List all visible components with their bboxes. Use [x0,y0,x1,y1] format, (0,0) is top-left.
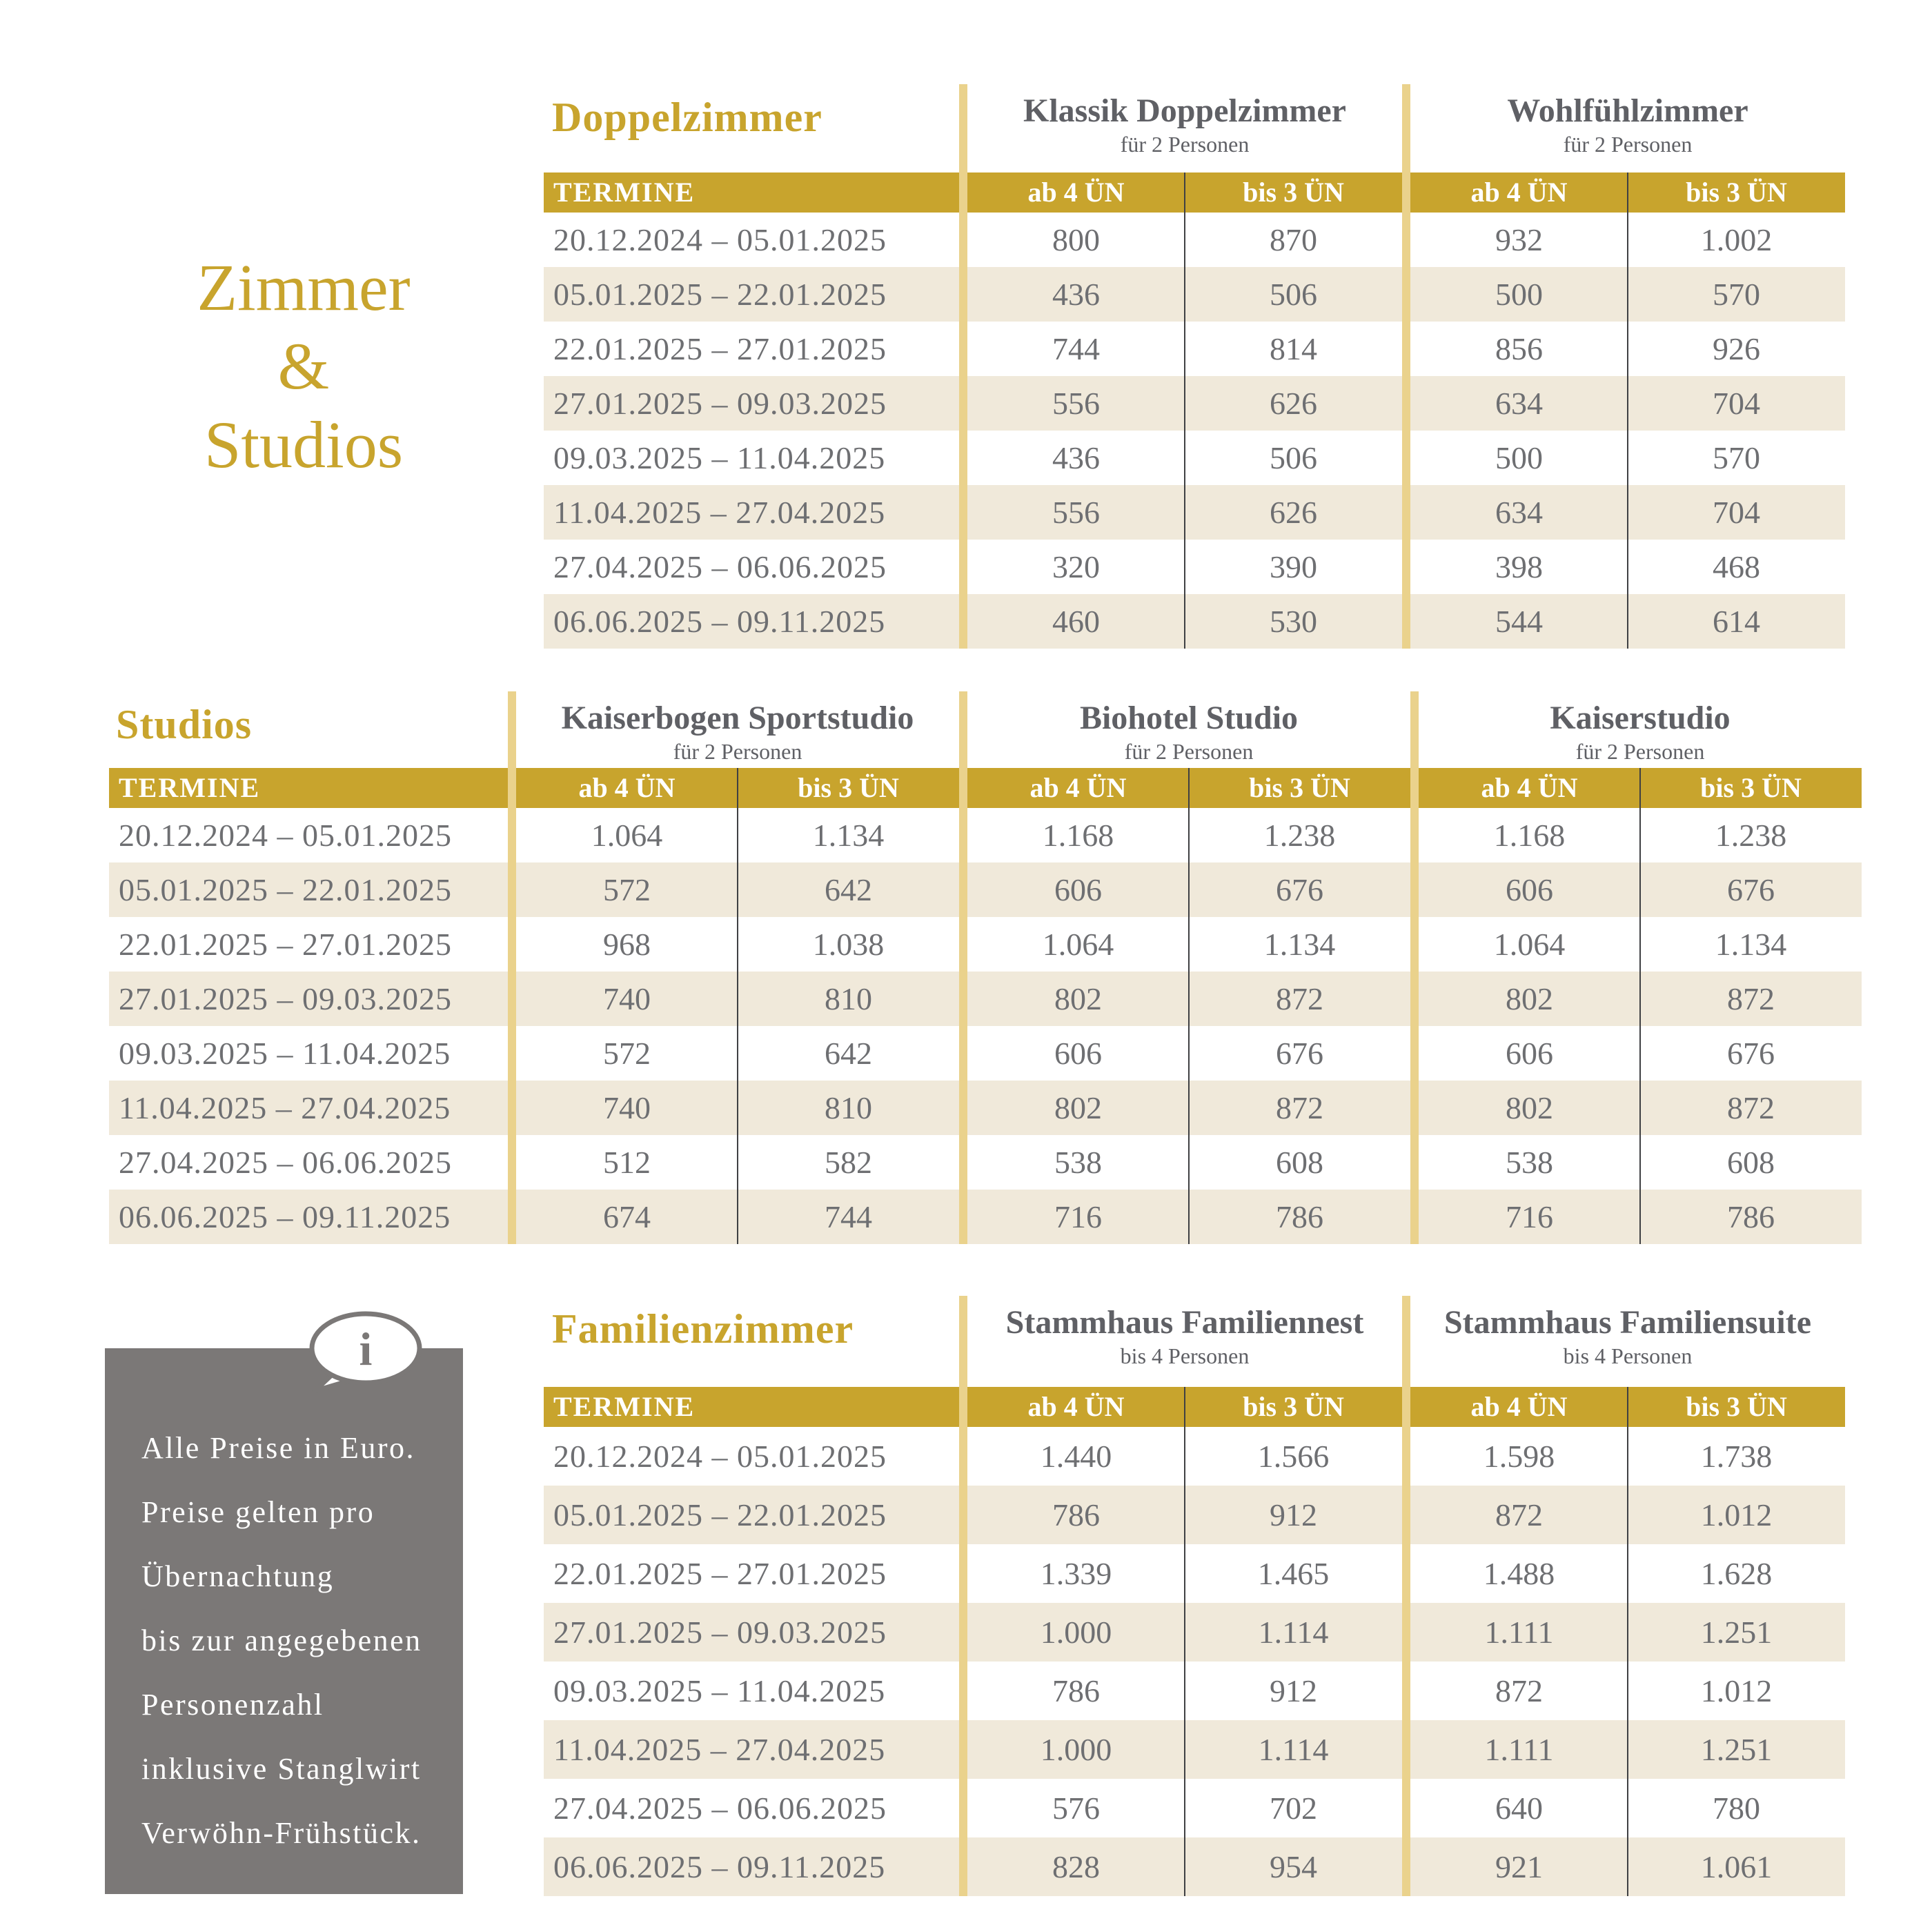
nights-column-label: ab 4 ÜN [1027,177,1125,208]
info-text-line: inklusive Stanglwirt [141,1752,422,1786]
price-cell: 912 [1270,1673,1317,1708]
date-cell: 05.01.2025 – 22.01.2025 [119,872,452,907]
price-cell: 1.134 [1715,927,1787,962]
price-cell: 1.598 [1483,1439,1555,1474]
price-cell: 856 [1495,331,1543,366]
price-cell: 1.238 [1263,818,1336,853]
column-divider-line [1188,768,1190,1244]
price-cell: 810 [825,981,872,1016]
date-cell: 22.01.2025 – 27.01.2025 [119,927,452,962]
price-cell: 572 [603,1036,651,1071]
price-cell: 544 [1495,604,1543,639]
price-cell: 530 [1270,604,1317,639]
room-type-name: Kaiserbogen Sportstudio [561,700,914,736]
column-divider-line [1639,768,1641,1244]
room-type-subtitle: bis 4 Personen [1563,1343,1693,1368]
price-cell: 800 [1052,222,1100,257]
price-cell: 872 [1495,1673,1543,1708]
price-cell: 1.038 [812,927,885,962]
price-cell: 872 [1276,1090,1323,1125]
price-cell: 1.465 [1257,1556,1330,1591]
price-cell: 926 [1713,331,1760,366]
date-cell: 11.04.2025 – 27.04.2025 [119,1090,451,1125]
group-separator [1410,691,1419,1244]
nights-column-label: bis 3 ÜN [1243,177,1344,208]
price-cell: 872 [1495,1497,1543,1532]
termine-label: TERMINE [553,177,696,208]
price-cell: 872 [1276,981,1323,1016]
price-cell: 786 [1052,1673,1100,1708]
room-type-name: Klassik Doppelzimmer [1023,92,1346,129]
column-divider-line [737,768,738,1244]
price-cell: 870 [1270,222,1317,257]
price-cell: 398 [1495,549,1543,584]
price-cell: 676 [1727,872,1775,907]
info-text-line: bis zur angegebenen [141,1624,422,1657]
group-separator [508,691,516,1244]
svg-text:i: i [359,1323,373,1375]
price-cell: 676 [1276,872,1323,907]
price-cell: 320 [1052,549,1100,584]
price-cell: 512 [603,1145,651,1180]
price-cell: 460 [1052,604,1100,639]
price-cell: 642 [825,872,872,907]
group-separator [959,1296,967,1896]
price-cell: 802 [1054,981,1102,1016]
price-cell: 1.251 [1700,1732,1773,1767]
date-cell: 27.04.2025 – 06.06.2025 [553,1791,887,1826]
price-cell: 814 [1270,331,1317,366]
room-type-subtitle: bis 4 Personen [1120,1343,1250,1368]
date-cell: 11.04.2025 – 27.04.2025 [553,1732,886,1767]
price-cell: 1.002 [1700,222,1773,257]
info-text-line: Personenzahl [141,1688,324,1722]
price-cell: 1.134 [812,818,885,853]
price-cell: 570 [1713,440,1760,475]
price-cell: 556 [1052,495,1100,530]
date-cell: 27.01.2025 – 09.03.2025 [553,386,887,421]
room-type-subtitle: für 2 Personen [1575,739,1705,764]
column-divider-line [1184,172,1185,649]
date-cell: 27.01.2025 – 09.03.2025 [119,981,452,1016]
info-text-line: Preise gelten pro [141,1495,375,1529]
price-cell: 716 [1054,1199,1102,1234]
price-cell: 1.738 [1700,1439,1773,1474]
price-cell: 1.064 [1493,927,1566,962]
date-cell: 06.06.2025 – 09.11.2025 [119,1199,451,1234]
price-cell: 912 [1270,1497,1317,1532]
price-cell: 1.440 [1040,1439,1112,1474]
price-cell: 704 [1713,386,1760,421]
price-cell: 390 [1270,549,1317,584]
price-cell: 626 [1270,386,1317,421]
nights-column-label: ab 4 ÜN [578,772,676,803]
date-cell: 20.12.2024 – 05.01.2025 [553,222,887,257]
price-cell: 1.339 [1040,1556,1112,1591]
date-cell: 27.04.2025 – 06.06.2025 [119,1145,452,1180]
date-cell: 09.03.2025 – 11.04.2025 [553,440,886,475]
price-cell: 634 [1495,495,1543,530]
price-cell: 786 [1052,1497,1100,1532]
date-cell: 27.01.2025 – 09.03.2025 [553,1615,887,1650]
room-type-name: Biohotel Studio [1079,700,1299,736]
price-cell: 506 [1270,440,1317,475]
nights-column-label: bis 3 ÜN [1700,772,1802,803]
price-cell: 1.064 [591,818,663,853]
price-cell: 786 [1276,1199,1323,1234]
price-cell: 538 [1506,1145,1553,1180]
room-type-subtitle: für 2 Personen [1563,132,1693,157]
date-cell: 11.04.2025 – 27.04.2025 [553,495,886,530]
price-cell: 740 [603,981,651,1016]
price-cell: 500 [1495,440,1543,475]
price-cell: 582 [825,1145,872,1180]
price-cell: 572 [603,872,651,907]
nights-column-label: bis 3 ÜN [1243,1391,1344,1422]
price-cell: 1.238 [1715,818,1787,853]
date-cell: 09.03.2025 – 11.04.2025 [119,1036,451,1071]
group-separator [1402,1296,1410,1896]
price-cell: 1.000 [1040,1615,1112,1650]
price-cell: 1.251 [1700,1615,1773,1650]
price-cell: 1.012 [1700,1673,1773,1708]
price-cell: 702 [1270,1791,1317,1826]
page-title-line: Zimmer [197,250,411,324]
price-cell: 1.061 [1700,1849,1773,1884]
column-divider-line [1627,172,1628,649]
price-cell: 828 [1052,1849,1100,1884]
termine-label: TERMINE [553,1391,696,1422]
price-cell: 1.114 [1258,1615,1329,1650]
room-type-name: Stammhaus Familiensuite [1443,1304,1812,1341]
price-cell: 740 [603,1090,651,1125]
price-cell: 1.628 [1700,1556,1773,1591]
date-cell: 20.12.2024 – 05.01.2025 [553,1439,887,1474]
info-speech-bubble-icon [302,1307,429,1403]
price-cell: 716 [1506,1199,1553,1234]
price-cell: 642 [825,1036,872,1071]
price-cell: 556 [1052,386,1100,421]
price-cell: 780 [1713,1791,1760,1826]
price-cell: 606 [1054,872,1102,907]
price-cell: 570 [1713,277,1760,312]
price-cell: 921 [1495,1849,1543,1884]
nights-column-label: bis 3 ÜN [798,772,899,803]
price-cell: 872 [1727,981,1775,1016]
doppelzimmer-title: Doppelzimmer [552,95,822,140]
price-cell: 810 [825,1090,872,1125]
price-cell: 802 [1506,981,1553,1016]
nights-column-label: bis 3 ÜN [1686,1391,1787,1422]
page-title-line: & [277,329,330,403]
price-cell: 626 [1270,495,1317,530]
price-cell: 506 [1270,277,1317,312]
price-cell: 786 [1727,1199,1775,1234]
date-cell: 05.01.2025 – 22.01.2025 [553,277,887,312]
price-cell: 606 [1506,1036,1553,1071]
date-cell: 09.03.2025 – 11.04.2025 [553,1673,886,1708]
price-cell: 640 [1495,1791,1543,1826]
price-cell: 676 [1276,1036,1323,1071]
price-cell: 802 [1506,1090,1553,1125]
price-cell: 1.111 [1484,1732,1554,1767]
group-separator [1402,84,1410,649]
price-cell: 968 [603,927,651,962]
price-cell: 1.566 [1257,1439,1330,1474]
price-cell: 1.168 [1042,818,1114,853]
date-cell: 06.06.2025 – 09.11.2025 [553,604,886,639]
price-cell: 744 [825,1199,872,1234]
nights-column-label: bis 3 ÜN [1686,177,1787,208]
room-type-subtitle: für 2 Personen [1120,132,1250,157]
price-cell: 1.168 [1493,818,1566,853]
date-cell: 27.04.2025 – 06.06.2025 [553,549,887,584]
page-title-line: Studios [204,408,404,482]
studios-title: Studios [116,702,253,747]
column-divider-line [1184,1387,1185,1896]
nights-column-label: ab 4 ÜN [1027,1391,1125,1422]
familienzimmer-title: Familienzimmer [552,1306,854,1352]
nights-column-label: ab 4 ÜN [1470,1391,1568,1422]
price-cell: 1.111 [1484,1615,1554,1650]
price-cell: 608 [1276,1145,1323,1180]
price-cell: 674 [603,1199,651,1234]
info-text-line: Alle Preise in Euro. [141,1431,416,1465]
price-cell: 606 [1506,872,1553,907]
price-cell: 1.012 [1700,1497,1773,1532]
info-text-line: Übernachtung [141,1559,335,1593]
price-cell: 634 [1495,386,1543,421]
page-title [103,248,504,484]
price-cell: 704 [1713,495,1760,530]
price-cell: 1.114 [1258,1732,1329,1767]
column-divider-line [1627,1387,1628,1896]
price-cell: 436 [1052,440,1100,475]
date-cell: 22.01.2025 – 27.01.2025 [553,331,887,366]
price-cell: 436 [1052,277,1100,312]
price-cell: 538 [1054,1145,1102,1180]
price-cell: 872 [1727,1090,1775,1125]
room-type-name: Kaiserstudio [1550,700,1731,736]
price-cell: 1.134 [1263,927,1336,962]
price-cell: 676 [1727,1036,1775,1071]
price-cell: 608 [1727,1145,1775,1180]
price-cell: 1.488 [1483,1556,1555,1591]
nights-column-label: bis 3 ÜN [1249,772,1350,803]
price-cell: 744 [1052,331,1100,366]
price-cell: 500 [1495,277,1543,312]
price-cell: 576 [1052,1791,1100,1826]
termine-label: TERMINE [119,772,261,803]
room-type-name: Wohlfühlzimmer [1507,92,1748,129]
nights-column-label: ab 4 ÜN [1029,772,1127,803]
group-separator [959,691,967,1244]
price-cell: 614 [1713,604,1760,639]
room-type-subtitle: für 2 Personen [673,739,802,764]
price-cell: 606 [1054,1036,1102,1071]
nights-column-label: ab 4 ÜN [1481,772,1578,803]
price-cell: 932 [1495,222,1543,257]
room-type-name: Stammhaus Familiennest [1005,1304,1364,1341]
price-cell: 954 [1270,1849,1317,1884]
date-cell: 05.01.2025 – 22.01.2025 [553,1497,887,1532]
price-cell: 468 [1713,549,1760,584]
group-separator [959,84,967,649]
date-cell: 22.01.2025 – 27.01.2025 [553,1556,887,1591]
price-cell: 1.064 [1042,927,1114,962]
date-cell: 20.12.2024 – 05.01.2025 [119,818,452,853]
date-cell: 06.06.2025 – 09.11.2025 [553,1849,886,1884]
room-type-subtitle: für 2 Personen [1124,739,1254,764]
price-cell: 802 [1054,1090,1102,1125]
nights-column-label: ab 4 ÜN [1470,177,1568,208]
price-cell: 1.000 [1040,1732,1112,1767]
info-text-line: Verwöhn-Frühstück. [141,1816,422,1850]
